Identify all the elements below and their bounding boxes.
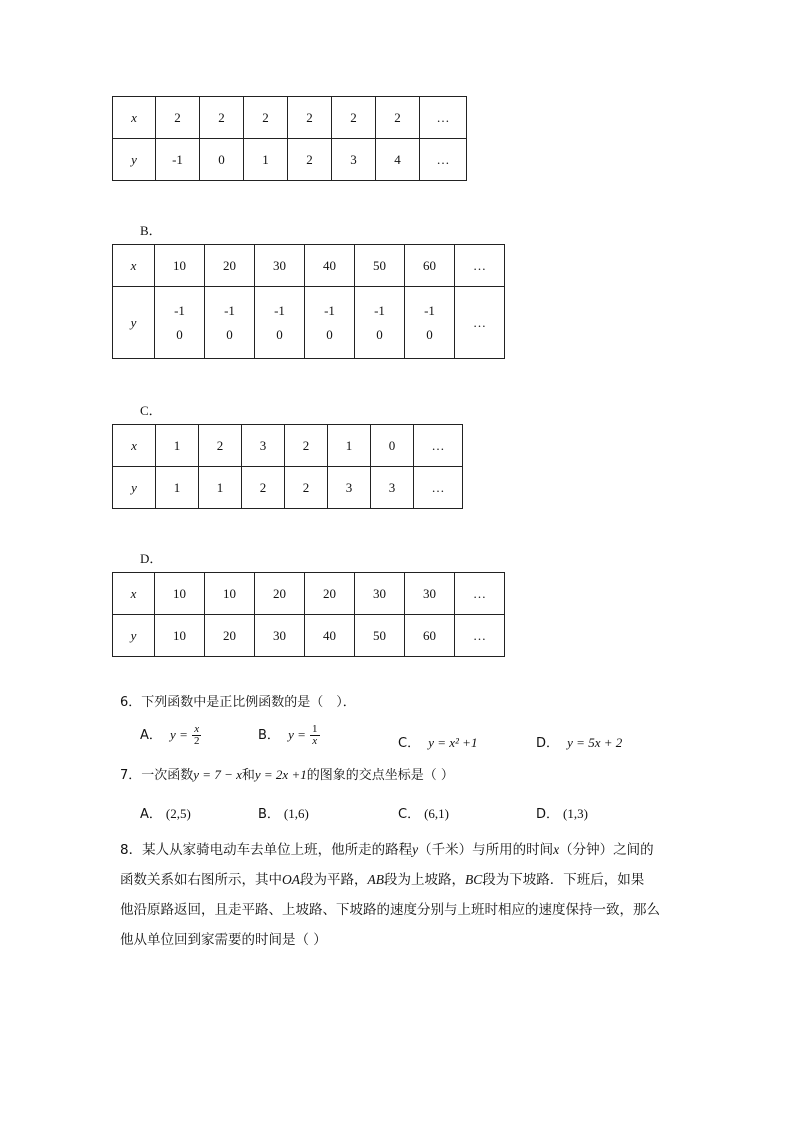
table-cell: 20	[205, 245, 255, 287]
table-cell: 60	[405, 615, 455, 657]
segment-label: AB	[367, 872, 384, 887]
option-value: (1,6)	[283, 806, 309, 821]
math-expression: y = 2x +1	[254, 767, 307, 782]
table-cell: 50	[355, 245, 405, 287]
option-label: D．	[536, 736, 560, 751]
table-cell: 4	[376, 139, 420, 181]
table-cell: 20	[255, 573, 305, 615]
option-label: A．	[140, 807, 162, 822]
cell-line: -1	[374, 302, 385, 318]
option-label-c: C．	[140, 403, 162, 418]
question-7-option-d	[536, 803, 588, 822]
table-cell: 2	[288, 139, 332, 181]
question-7-option-a	[140, 803, 191, 822]
table-cell: 20	[205, 615, 255, 657]
table-cell: 10	[205, 573, 255, 615]
table-cell: …	[420, 139, 467, 181]
table-cell: …	[455, 287, 505, 359]
fraction-numerator: x	[192, 724, 202, 736]
table-option-a	[112, 96, 467, 181]
table-cell: …	[414, 467, 463, 509]
question-6-option-b	[258, 724, 320, 747]
table-cell	[155, 287, 205, 359]
table-cell: 3	[332, 139, 376, 181]
table-cell: 1	[244, 139, 288, 181]
option-label: B．	[258, 807, 280, 822]
stem-text: （分钟）之间的	[559, 842, 654, 858]
option-label-d: D．	[140, 551, 163, 566]
table-cell: …	[455, 615, 505, 657]
table-cell	[405, 287, 455, 359]
table-cell: 1	[328, 425, 371, 467]
table-header-x: x	[113, 245, 155, 287]
table-cell: 10	[155, 245, 205, 287]
question-8-paragraph	[120, 835, 680, 955]
table-cell: 30	[255, 245, 305, 287]
option-value: (1,3)	[563, 806, 588, 821]
table-cell: -1	[156, 139, 200, 181]
table-cell: 1	[199, 467, 242, 509]
stem-text: 8．某人从家骑电动车去单位上班，他所走的路程	[120, 842, 413, 858]
cell-line: -1	[324, 302, 335, 318]
math-lhs: y =	[170, 727, 188, 742]
cell-line: 0	[276, 326, 283, 342]
table-cell: 0	[200, 139, 244, 181]
table-cell: 10	[155, 573, 205, 615]
table-cell: 2	[242, 467, 285, 509]
option-label: A．	[140, 728, 162, 743]
stem-text: 的图象的交点坐标是（ ）	[306, 768, 454, 783]
table-cell: 0	[371, 425, 414, 467]
table-header-y: y	[113, 287, 155, 359]
cell-line: 0	[176, 326, 183, 342]
option-label: B．	[258, 728, 280, 743]
option-label: C．	[398, 736, 421, 751]
segment-label: BC	[465, 872, 483, 887]
table-header-y: y	[113, 467, 156, 509]
math-variable: x	[553, 842, 560, 857]
math-variable: y	[412, 842, 419, 857]
table-cell: 30	[255, 615, 305, 657]
cell-line: -1	[224, 302, 235, 318]
paragraph-line	[120, 865, 680, 895]
table-option-c	[112, 424, 463, 509]
table-cell: …	[455, 245, 505, 287]
math-expression: y = x² +1	[428, 735, 478, 750]
table-header-x: x	[113, 573, 155, 615]
table-header-x: x	[113, 97, 156, 139]
table-cell: 1	[156, 425, 199, 467]
table-cell: 2	[200, 97, 244, 139]
table-cell: 20	[305, 573, 355, 615]
cell-line: 0	[426, 326, 433, 342]
paragraph-line: 他沿原路返回，且走平路、上坡路、下坡路的速度分别与上班时相应的速度保持一致，那么	[120, 902, 660, 918]
table-header-x: x	[113, 425, 156, 467]
stem-text: 函数关系如右图所示，其中	[120, 872, 282, 888]
paragraph-line: 他从单位回到家需要的时间是（ ）	[120, 932, 327, 948]
stem-text: 段为上坡路，	[384, 872, 465, 888]
option-value: (6,1)	[424, 806, 449, 821]
table-cell: 1	[156, 467, 199, 509]
table-cell: 30	[355, 573, 405, 615]
table-option-d	[112, 572, 505, 657]
table-cell: 10	[155, 615, 205, 657]
option-label-b: B．	[140, 223, 162, 238]
table-cell: 60	[405, 245, 455, 287]
table-cell: 40	[305, 245, 355, 287]
table-cell: 30	[405, 573, 455, 615]
option-label: D．	[536, 807, 560, 822]
table-cell	[305, 287, 355, 359]
table-cell: …	[420, 97, 467, 139]
stem-text: 和	[241, 768, 255, 783]
fraction	[192, 724, 202, 747]
question-6-option-d	[536, 732, 622, 751]
question-6-option-a	[140, 724, 201, 747]
table-cell: 40	[305, 615, 355, 657]
math-lhs: y =	[288, 727, 306, 742]
table-cell: …	[414, 425, 463, 467]
paragraph-line	[120, 835, 680, 865]
table-cell	[205, 287, 255, 359]
question-7-option-c	[398, 803, 449, 822]
table-cell: 2	[156, 97, 200, 139]
question-6-option-c	[398, 732, 477, 751]
table-cell	[255, 287, 305, 359]
fraction-denominator: 2	[193, 735, 200, 747]
table-header-y: y	[113, 615, 155, 657]
table-cell	[355, 287, 405, 359]
cell-line: 0	[226, 326, 233, 342]
table-cell: 2	[244, 97, 288, 139]
table-cell: 2	[288, 97, 332, 139]
table-option-b	[112, 244, 505, 359]
question-7-stem	[120, 766, 454, 785]
question-7-option-b	[258, 803, 309, 822]
question-6-stem: 6．下列函数中是正比例函数的是（ ）．	[120, 695, 356, 710]
stem-text: 段为平路，	[300, 872, 368, 888]
table-header-y: y	[113, 139, 156, 181]
table-cell: 2	[332, 97, 376, 139]
table-cell: 50	[355, 615, 405, 657]
cell-line: -1	[174, 302, 185, 318]
stem-text: 段为下坡路．下班后，如果	[482, 872, 645, 888]
segment-label: OA	[282, 872, 300, 887]
stem-text: （千米）与所用的时间	[418, 842, 554, 858]
table-cell: 2	[285, 425, 328, 467]
table-cell: 2	[285, 467, 328, 509]
math-expression: y = 7 − x	[193, 767, 242, 782]
fraction-denominator: x	[312, 735, 318, 747]
option-value: (2,5)	[165, 806, 191, 821]
table-cell: 2	[199, 425, 242, 467]
table-cell: 2	[376, 97, 420, 139]
math-expression: y = 5x + 2	[567, 735, 623, 750]
table-cell: 3	[328, 467, 371, 509]
table-cell: 3	[371, 467, 414, 509]
fraction	[310, 724, 320, 747]
table-cell: …	[455, 573, 505, 615]
option-label: C．	[398, 807, 421, 822]
cell-line: 0	[376, 326, 383, 342]
stem-text: 7．一次函数	[120, 768, 194, 783]
table-cell: 3	[242, 425, 285, 467]
cell-line: 0	[326, 326, 333, 342]
fraction-numerator: 1	[312, 723, 318, 735]
cell-line: -1	[424, 302, 435, 318]
cell-line: -1	[274, 302, 285, 318]
